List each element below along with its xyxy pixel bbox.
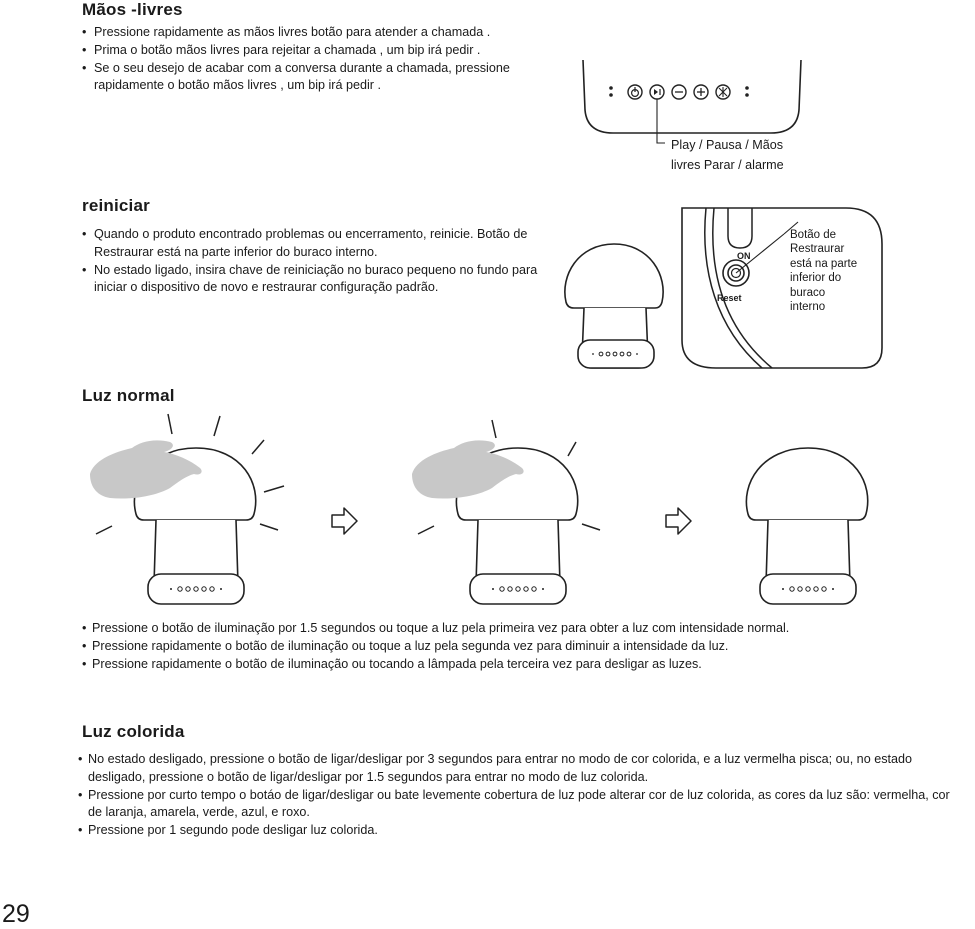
- list-item: • Se o seu desejo de acabar com a conversa durante a chamada, pressione rapidamente o botão mãos livres , um bip irá pedir .: [82, 60, 512, 96]
- list-item: • Pressione rapidamente as mãos livres botão para atender a chamada .: [82, 24, 512, 42]
- play-pause-callout-line1: Play / Pausa / Mãos: [671, 138, 783, 152]
- list-item: • Pressione o botão de iluminação por 1.5 segundos ou toque a luz pela primeira vez para obter a luz com intensidade normal.: [82, 620, 972, 638]
- section-title-reiniciar: reiniciar: [82, 196, 150, 215]
- callout-line: inferior do: [790, 272, 842, 285]
- list-item: • No estado ligado, insira chave de reiniciação no buraco pequeno no fundo para iniciar o dispositivo de novo e restraurar configuração padrão.: [82, 262, 552, 298]
- minus-button-icon: [672, 85, 686, 99]
- reset-label: Reset: [717, 293, 742, 303]
- power-button-icon: [628, 85, 642, 99]
- callout-line: buraco: [790, 286, 826, 299]
- luz-colorida-list: [78, 751, 958, 840]
- list-item: • Pressione rapidamente o botão de iluminação ou toque a luz pela segunda vez para diminuir a intensidade da luz.: [82, 638, 972, 656]
- lamp-dim-light-with-hand: [410, 412, 630, 612]
- play-pause-button-icon: [650, 85, 664, 99]
- plus-button-icon: [694, 85, 708, 99]
- arrow-right-icon: [330, 506, 360, 536]
- lamp-illustration-reset: [556, 236, 676, 376]
- list-item: • Pressione por 1 segundo pode desligar luz colorida.: [78, 822, 958, 840]
- callout-line: Restraurar: [790, 243, 845, 256]
- list-item: • Pressione rapidamente o botão de iluminação ou tocando a lâmpada pela terceira vez para desligar as luzes.: [82, 656, 972, 674]
- list-item: • No estado desligado, pressione o botão de ligar/desligar por 3 segundos para entrar no modo de cor colorida, e a luz vermelha pisca; ou, no estado desligado, pressione o botão de ligar/desligar por 1.5 segundos para entrar no modo de luz colorida.: [78, 751, 958, 787]
- lamp-full-light-with-hand: [88, 412, 308, 612]
- list-item: • Quando o produto encontrado problemas ou encerramento, reinicie. Botão de Restraurar está na parte inferior do buraco interno.: [82, 226, 552, 262]
- callout-line: interno: [790, 301, 826, 314]
- section-title-luz-normal: Luz normal: [82, 386, 175, 405]
- callout-line: Botão de: [790, 229, 837, 241]
- reiniciar-list: [82, 226, 552, 297]
- reset-callout: [790, 228, 885, 314]
- section-title-maos-livres: Mãos -livres: [82, 0, 183, 19]
- arrow-right-icon: [664, 506, 694, 536]
- page-number: 29: [2, 900, 30, 928]
- callout-line: está na parte: [790, 257, 858, 270]
- maos-livres-list: [82, 24, 512, 95]
- light-button-icon: [716, 85, 730, 99]
- list-item: • Prima o botão mãos livres para rejeitar a chamada , um bip irá pedir .: [82, 42, 512, 60]
- luz-normal-list: [82, 620, 972, 673]
- play-pause-callout-line2: livres Parar / alarme: [671, 158, 784, 172]
- on-label: ON: [737, 251, 751, 261]
- lamp-off: [700, 412, 920, 612]
- section-title-luz-colorida: Luz colorida: [82, 722, 185, 741]
- list-item: • Pressione por curto tempo o botáo de ligar/desligar ou bate levemente cobertura de luz pode alterar cor de luz colorida, as cores da luz são: vermelha, cor de laranja, amarela, verde, azul, e roxo.: [78, 787, 958, 823]
